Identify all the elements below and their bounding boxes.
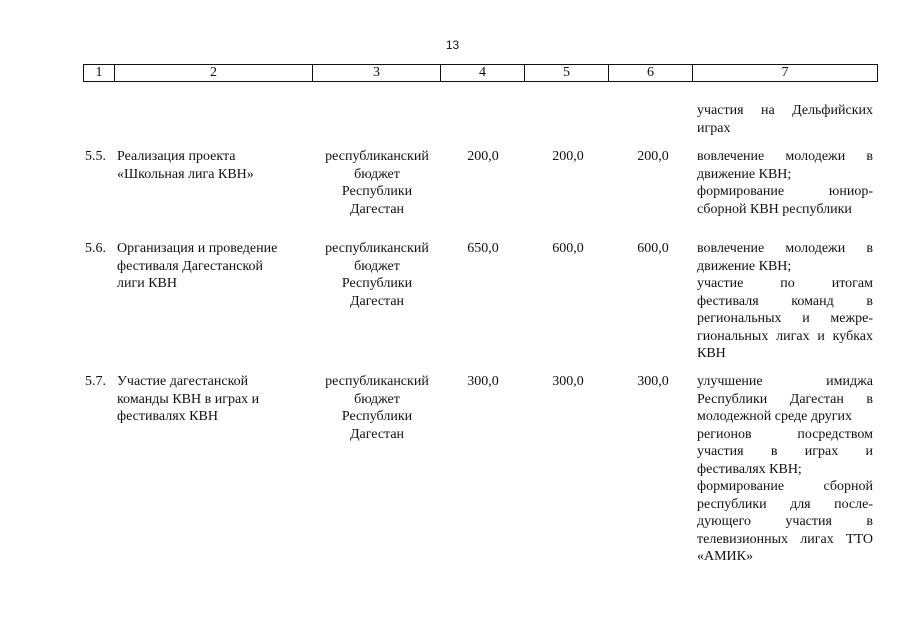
result-line: Республики Дагестан в xyxy=(697,391,873,407)
result-line: движение КВН; xyxy=(697,166,792,182)
result-line: республики для после- xyxy=(697,496,873,512)
result-cell xyxy=(697,148,873,218)
row-number: 5.5. xyxy=(85,149,106,164)
result-cell xyxy=(697,373,873,566)
result-line: формирование юниор- xyxy=(697,184,873,199)
source-line: Дагестан xyxy=(349,426,405,442)
funding-source xyxy=(316,373,438,443)
activity-name xyxy=(117,240,297,293)
funding-source xyxy=(316,240,438,310)
activity-name xyxy=(117,373,297,426)
result-line: молодежной среде других xyxy=(697,409,853,424)
result-line: дующего участия в xyxy=(697,514,873,529)
result-line: фестиваля команд в xyxy=(697,293,873,309)
result-line: участия на Дельфийских xyxy=(697,103,873,118)
value-col4: 200,0 xyxy=(467,149,499,164)
result-line: вовлечение молодежи в xyxy=(697,149,873,164)
column-number: 7 xyxy=(693,65,878,82)
value-col6: 300,0 xyxy=(637,374,669,389)
activity-line: фестивалях КВН xyxy=(117,409,218,424)
source-line: республиканский xyxy=(325,149,429,164)
activity-line: Участие дагестанской xyxy=(117,374,249,389)
result-line: КВН xyxy=(697,346,726,361)
funding-source xyxy=(316,148,438,218)
activity-line: лиги КВН xyxy=(117,276,177,291)
result-line: участия в играх и xyxy=(697,444,873,459)
source-line: республиканский xyxy=(325,374,429,389)
column-number: 5 xyxy=(525,65,609,82)
activity-name xyxy=(117,148,297,183)
activity-line: команды КВН в играх и xyxy=(117,391,260,407)
source-line: Дагестан xyxy=(349,201,405,217)
result-line: движение КВН; xyxy=(697,258,792,274)
source-line: Дагестан xyxy=(349,293,405,309)
column-number: 4 xyxy=(441,65,525,82)
result-line: вовлечение молодежи в xyxy=(697,241,873,256)
result-line: региональных и межре- xyxy=(697,311,873,326)
result-line: «АМИК» xyxy=(697,549,754,564)
value-col4: 650,0 xyxy=(467,241,499,256)
value-col5: 300,0 xyxy=(552,374,584,389)
source-line: бюджет xyxy=(354,166,400,182)
result-line: гиональных лигах и кубках xyxy=(697,328,873,344)
activity-line: Реализация проекта xyxy=(117,149,236,164)
value-col6: 200,0 xyxy=(637,149,669,164)
result-cell xyxy=(697,240,873,363)
column-number: 2 xyxy=(115,65,313,82)
value-col6: 600,0 xyxy=(637,241,669,256)
result-line: формирование сборной xyxy=(697,479,873,494)
result-line: играх xyxy=(697,120,731,136)
row-number: 5.7. xyxy=(85,374,106,389)
result-line: фестивалях КВН; xyxy=(697,461,802,477)
column-number-header xyxy=(83,64,878,82)
activity-line: «Школьная лига КВН» xyxy=(117,166,254,182)
activity-line: фестиваля Дагестанской xyxy=(117,258,264,274)
column-number: 1 xyxy=(84,65,115,82)
source-line: бюджет xyxy=(354,258,400,274)
column-number: 3 xyxy=(313,65,441,82)
value-col5: 600,0 xyxy=(552,241,584,256)
result-line: участие по итогам xyxy=(697,276,873,291)
row-number: 5.6. xyxy=(85,241,106,256)
page-number: 13 xyxy=(445,38,460,52)
value-col4: 300,0 xyxy=(467,374,499,389)
result-line: сборной КВН республики xyxy=(697,201,852,217)
result-line: улучшение имиджа xyxy=(697,374,873,389)
source-line: Республики xyxy=(341,409,413,424)
source-line: Республики xyxy=(341,276,413,291)
result-cell xyxy=(697,102,873,137)
value-col5: 200,0 xyxy=(552,149,584,164)
source-line: Республики xyxy=(341,184,413,199)
result-line: телевизионных лигах ТТО xyxy=(697,531,873,547)
source-line: республиканский xyxy=(325,241,429,256)
activity-line: Организация и проведение xyxy=(117,241,278,256)
column-number: 6 xyxy=(609,65,693,82)
source-line: бюджет xyxy=(354,391,400,407)
result-line: регионов посредством xyxy=(697,426,873,442)
